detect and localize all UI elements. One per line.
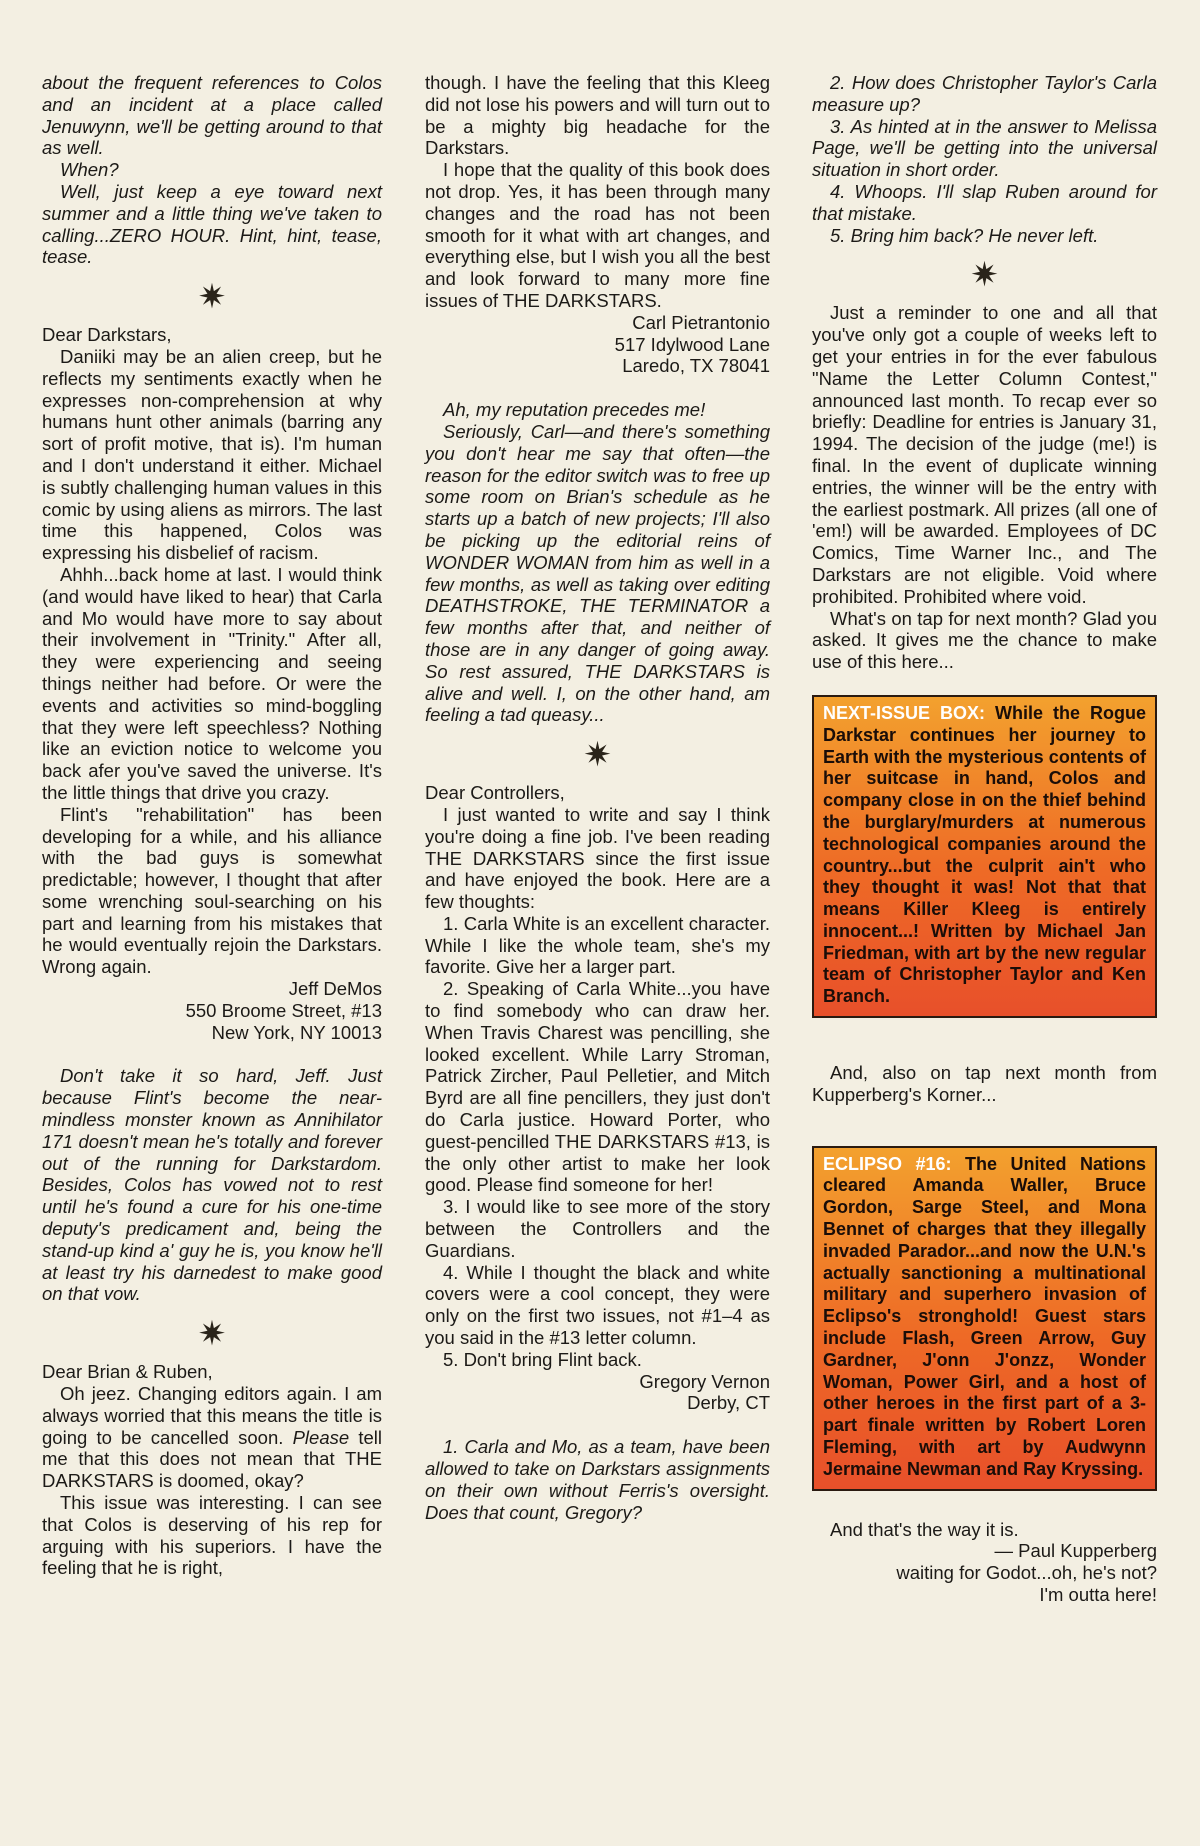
also-on-tap-text: And, also on tap next month from Kupperberg's Korner...: [812, 1062, 1157, 1105]
reply-text: 2. How does Christopher Taylor's Carla measure up?: [812, 72, 1157, 115]
editor-signature: — Paul Kupperberg: [994, 1540, 1157, 1562]
signature-name: Carl Pietrantonio: [632, 311, 770, 333]
signature-address: Derby, CT: [687, 1392, 770, 1414]
reply-text: 5. Bring him back? He never left.: [830, 224, 1099, 246]
signature-address: New York, NY 10013: [211, 1021, 382, 1043]
star-divider-icon: ✷: [197, 1315, 227, 1354]
letter-paragraph: 1. Carla White is an excellent character. While I like the whole team, she's my favorite. Give her a larger part.: [425, 912, 770, 978]
letter-paragraph: though. I have the feeling that this Kleeg did not lose his powers and will turn out to be a mighty big headache for the Darkstars.: [425, 72, 770, 159]
reply-text: Ah, my reputation precedes me!: [443, 399, 706, 421]
closing-line: And that's the way it is.: [830, 1518, 1019, 1540]
box-body: The United Nations cleared Amanda Waller, Bruce Gordon, Sarge Steel, and Mona Bennet of charges that they illegally invaded Parador...and now the U.N.'s actually sanctioning a multinational military and superhero invasion of Eclipso's stronghold! Guest stars include Flash, Green Arrow, Guy Gardner, J'onn J'onzz, Wonder Woman, Power Girl, and a host of other heroes in the first part of a 3-part finale written by Robert Loren Fleming, with art by Audwynn Jermaine Newman and Ray Kryssing.: [823, 1153, 1146, 1479]
letter-paragraph: 2. Speaking of Carla White...you have to find somebody who can draw her. When Travis Charest was pencilling, she looked excellent. While Larry Stroman, Patrick Zircher, Paul Pelletier, and Mitch Byrd are all fine pencillers, they just don't do Carla justice. Howard Porter, who guest-pencilled THE DARKSTARS #13, is the only other artist to make her look good. Please find someone for her!: [425, 978, 770, 1196]
letter-paragraph: I hope that the quality of this book does not drop. Yes, it has been through many changes and the road has not been smooth for it what with art changes, and everything else, but I wish you all the best and look forward to many more fine issues of THE DARKSTARS.: [425, 159, 770, 311]
next-issue-box: [812, 695, 1157, 1018]
letter-paragraph: Ahhh...back home at last. I would think (and would have liked to hear) that Carla and Mo would have more to say about their involvement in "Trinity." After all, they were experiencing and seeing things neither had before. Or were the events and activities so mind-boggling that they were left speechless? Nothing like an eviction notice to welcome you back afer you've saved the universe. It's the little things that drive you crazy.: [42, 563, 382, 803]
letter-greeting: Dear Brian & Ruben,: [42, 1361, 213, 1383]
contest-notice: Just a reminder to one and all that you've only got a couple of weeks left to get your entries in for the ever fabulous "Name the Letter Column Contest," announced last month. To recap ever so briefly: Deadline for entries is January 31, 1994. The decision of the judge (me!) is final. In the event of duplicate winning entries, the winner will be the entry with the earliest postmark. All prizes (all one of 'em!) will be awarded. Employees of DC Comics, Time Warner Inc., and The Darkstars are not eligible. Void where prohibited. Prohibited where void.: [812, 302, 1157, 607]
box-heading: ECLIPSO #16:: [823, 1153, 952, 1174]
reply-text: 4. Whoops. I'll slap Ruben around for that mistake.: [812, 180, 1157, 224]
letter-paragraph: Daniiki may be an alien creep, but he reflects my sentiments exactly when he expresses non-comprehension at why humans hunt other animals (barring any sort of profit motive, that is). I'm human and I don't understand it either. Michael is subtly challenging human values in this comic by using aliens as mirrors. The last time this happened, Colos was expressing his disbelief of racism.: [42, 345, 382, 564]
next-month-intro: What's on tap for next month? Glad you asked. It gives me the chance to make use of this here...: [812, 607, 1157, 673]
eclipso-box: [812, 1146, 1157, 1491]
signature-address: Laredo, TX 78041: [622, 355, 770, 377]
reply-text: Well, just keep a eye toward next summer and a little thing we've taken to calling...ZERO HOUR. Hint, hint, tease, tease.: [42, 180, 382, 268]
reply-text: When?: [60, 159, 119, 181]
letter-paragraph: This issue was interesting. I can see that Colos is deserving of his rep for arguing with his superiors. I have the feeling that he is right,: [42, 1492, 382, 1579]
editor-signature: waiting for Godot...oh, he's not?: [896, 1562, 1157, 1584]
signature-address: 550 Broome Street, #13: [185, 999, 382, 1021]
letter-paragraph: 3. I would like to see more of the story between the Controllers and the Guardians.: [425, 1196, 770, 1261]
reply-text: about the frequent references to Colos and an incident at a place called Jenuwynn, we'll be getting around to that as well.: [42, 72, 382, 159]
letter-greeting: Dear Darkstars,: [42, 324, 172, 346]
letter-paragraph: Oh jeez. Changing editors again. I am always worried that this means the title is going to be cancelled soon. Please tell me that this does not mean that THE DARKSTARS is doomed, okay?: [42, 1383, 382, 1492]
reply-text: 1. Carla and Mo, as a team, have been allowed to take on Darkstars assignments on their own without Ferris's oversight. Does that count, Gregory?: [425, 1436, 770, 1523]
letter-paragraph: I just wanted to write and say I think you're doing a fine job. I've been reading THE DARKSTARS since the first issue and have enjoyed the book. Here are a few thoughts:: [425, 803, 770, 913]
star-divider-icon: ✷: [197, 278, 227, 317]
reply-text: 3. As hinted at in the answer to Melissa Page, we'll be getting into the universal situation in short order.: [812, 115, 1157, 181]
editor-signature: I'm outta here!: [1039, 1584, 1157, 1606]
reply-text: Seriously, Carl—and there's something you don't hear me say that often—the reason for the editor switch was to free up some room on Brian's schedule as he starts up a batch of new projects; I'll also be picking up the editorial reins of WONDER WOMAN from him as well in a few months, as well as taking over editing DEATHSTROKE, THE TERMINATOR a few months after that, and neither of those are in any danger of going away. So rest assured, THE DARKSTARS is alive and well. I, on the other hand, am feeling a tad queasy...: [425, 420, 770, 726]
signature-name: Jeff DeMos: [288, 978, 382, 1000]
box-heading: NEXT-ISSUE BOX:: [823, 702, 986, 723]
letter-greeting: Dear Controllers,: [425, 782, 565, 804]
reply-text: Don't take it so hard, Jeff. Just because Flint's become the near-mindless monster known as Annihilator 171 doesn't mean he's totally and forever out of the running for Darkstardom. Besides, Colos has vowed not to rest until he's found a cure for his one-time deputy's predicament and, being the stand-up kind a' guy he is, you know he'll at least try his darnedest to make good on that vow.: [42, 1065, 382, 1305]
letter-paragraph: Flint's "rehabilitation" has been developing for a while, and his alliance with the bad guys is somewhat predictable; however, I thought that after some wrenching soul-searching on his part and learning from his mistakes that he would eventually rejoin the Darkstars. Wrong again.: [42, 803, 382, 978]
letter-paragraph: 4. While I thought the black and white covers were a cool concept, they were only on the first two issues, not #1–4 as you said in the #13 letter column.: [425, 1261, 770, 1349]
column-1: [42, 72, 382, 1579]
signature-name: Gregory Vernon: [639, 1370, 770, 1392]
star-divider-icon: ✷: [583, 736, 612, 775]
box-body: While the Rogue Darkstar continues her journey to Earth with the mysterious contents of her suitcase in hand, Colos and company close in on the thief behind the burglary/murders at numerous technological companies around the country...but the culprit ain't who they thought it was! Not that that means Killer Kleeg is entirely innocent...! Written by Michael Jan Friedman, with art by the new regular team of Christopher Taylor and Ken Branch.: [823, 702, 1147, 1007]
column-2: [425, 72, 770, 1523]
star-divider-icon: ✷: [970, 256, 999, 295]
letter-paragraph: 5. Don't bring Flint back.: [443, 1348, 642, 1370]
column-3: [812, 72, 1157, 1606]
signature-address: 517 Idylwood Lane: [614, 333, 770, 355]
